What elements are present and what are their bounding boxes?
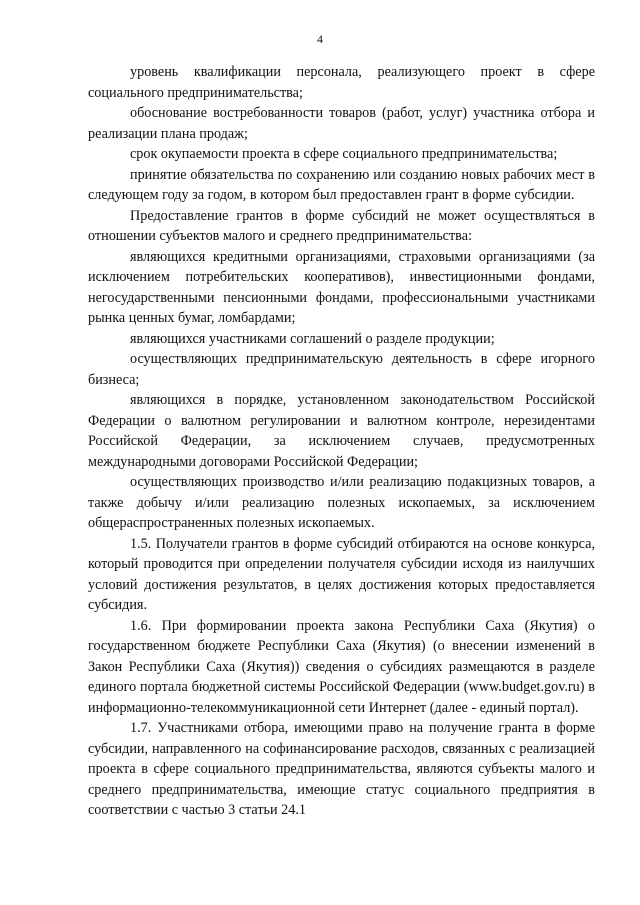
paragraph-section-1-6: 1.6. При формировании проекта закона Республики Саха (Якутия) о государственном бюджете Республики Саха (Якутия) (о внесении изменений в Закон Республики Саха (Якутия)) сведения о субсидиях размещаются в разделе единого портала бюджетной системы Российской Федерации (www.budget.gov.ru) в информационно-телекоммуникационной сети Интернет (далее - единый портал). [88,617,595,716]
paragraph-jobs-obligation: принятие обязательства по сохранению или созданию новых рабочих мест в следующем году за годом, в котором был предоставлен грант в форме субсидии. [88,166,595,203]
paragraph-demand-justification: обоснование востребованности товаров (работ, услуг) участника отбора и реализации плана продаж; [88,105,595,142]
paragraph-credit-organizations: являющихся кредитными организациями, страховыми организациями (за исключением потребительских кооперативов), инвестиционными фондами, негосударственными пенсионными фондами, профессиональными участниками рынка ценных бумаг, ломбардами; [88,248,595,326]
paragraph-gambling: осуществляющих предпринимательскую деятельность в сфере игорного бизнеса; [88,351,595,388]
page-number: 4 [317,32,323,46]
document-body [88,62,595,821]
paragraph-grant-restrictions: Предоставление грантов в форме субсидий не может осуществляться в отношении субъектов малого и среднего предпринимательства: [88,207,595,244]
paragraph-non-residents: являющихся в порядке, установленном законодательством Российской Федерации о валютном регулировании и валютном контроле, нерезидентами Российской Федерации, за исключением случаев, предусмотренных международными договорами Российской Федерации; [88,392,595,470]
paragraph-qualification: уровень квалификации персонала, реализующего проект в сфере социального предпринимательства; [88,64,595,101]
paragraph-production-sharing: являющихся участниками соглашений о разделе продукции; [130,330,495,347]
paragraph-section-1-5: 1.5. Получатели грантов в форме субсидий отбираются на основе конкурса, который проводится при определении получателя субсидии исходя из наилучших условий достижения результатов, в целях достижения которых предоставляется субсидия. [88,535,595,613]
paragraph-payback-period: срок окупаемости проекта в сфере социального предпринимательства; [130,146,558,162]
paragraph-section-1-7: 1.7. Участниками отбора, имеющими право на получение гранта в форме субсидии, направленного на софинансирование расходов, связанных с реализацией проекта в сфере социального предпринимательства, являются субъекты малого и среднего предпринимательства, имеющие статус социального предприятия в соответствии с частью 3 статьи 24.1 [88,720,595,818]
paragraph-excise-goods: осуществляющих производство и/или реализацию подакцизных товаров, а также добычу и/или реализацию полезных ископаемых, за исключением общераспространенных полезных ископаемых. [88,474,595,531]
